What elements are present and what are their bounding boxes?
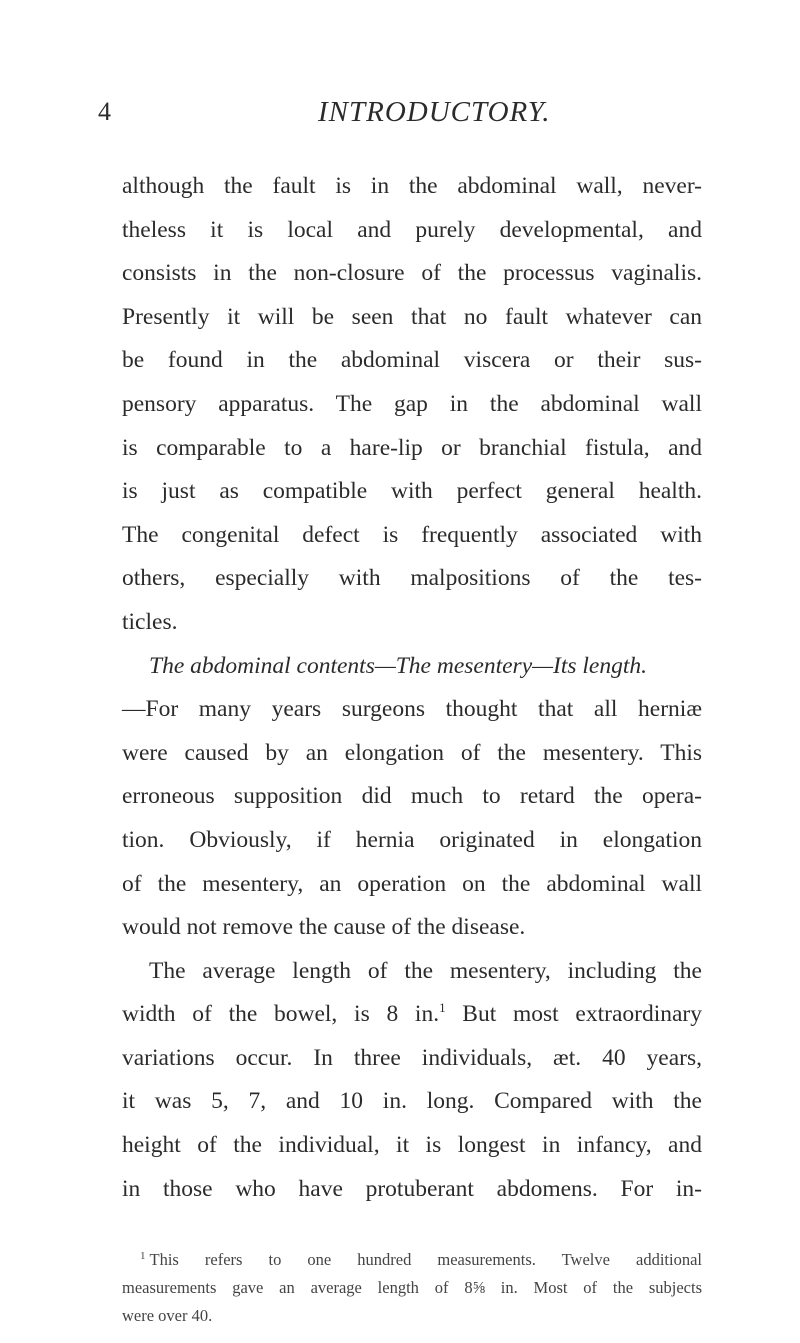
text-line: ticles. [122, 608, 178, 635]
footnote [122, 1246, 702, 1330]
page-number: 4 [98, 97, 111, 126]
text-line: The average length of the mesentery, including the [149, 957, 702, 984]
text-line: variations occur. In three individuals, æt. 40 years, [122, 1044, 702, 1071]
text-line: is comparable to a hare-lip or branchial fistula, and [122, 434, 702, 461]
text-line: of the mesentery, an operation on the abdominal wall [122, 870, 702, 897]
footnote-text: This refers to one hundred measurements. Twelve additional [149, 1250, 702, 1269]
text-line: is just as compatible with perfect general health. [122, 478, 702, 505]
text-line: tion. Obviously, if hernia originated in elongation [122, 826, 702, 853]
text-line: would not remove the cause of the disease. [122, 914, 526, 941]
text-line: pensory apparatus. The gap in the abdominal wall [122, 390, 702, 417]
text-line: erroneous supposition did much to retard the opera- [122, 783, 702, 810]
footnote-reference: 1 [439, 1000, 446, 1016]
text-line: —For many years surgeons thought that all herniæ [122, 696, 702, 723]
text-line: although the fault is in the abdominal wall, never- [122, 173, 702, 199]
text-fragment: width of the bowel, is 8 in. [122, 1001, 440, 1028]
text-line-with-footnote [122, 993, 702, 1037]
text-line: theless it is local and purely developmental, and [122, 216, 702, 243]
text-line: The congenital defect is frequently associated with [122, 521, 702, 548]
footnote-line: were over 40. [122, 1306, 213, 1325]
footnote-marker: 1 [140, 1250, 146, 1262]
text-line: be found in the abdominal viscera or their sus- [122, 347, 702, 374]
text-line: consists in the non-closure of the processus vaginalis. [122, 260, 702, 287]
text-line: were caused by an elongation of the mesentery. This [122, 739, 702, 766]
body-text [122, 165, 702, 1211]
text-line: Presently it will be seen that no fault whatever can [122, 303, 702, 330]
text-line: height of the individual, it is longest in infancy, and [122, 1132, 702, 1159]
text-fragment: But most extraordinary [445, 1001, 702, 1028]
text-line: others, especially with malpositions of the tes- [122, 565, 702, 592]
footnote-line [122, 1246, 702, 1274]
page-header [0, 92, 800, 132]
text-line: in those who have protuberant abdomens. For in- [122, 1175, 702, 1202]
section-heading: The abdominal contents—The mesentery—Its length. [149, 652, 648, 679]
text-line: it was 5, 7, and 10 in. long. Compared with the [122, 1088, 702, 1115]
running-head: INTRODUCTORY. [318, 96, 551, 128]
footnote-line: measurements gave an average length of 8⅝ in. Most of the subjects [122, 1278, 702, 1297]
